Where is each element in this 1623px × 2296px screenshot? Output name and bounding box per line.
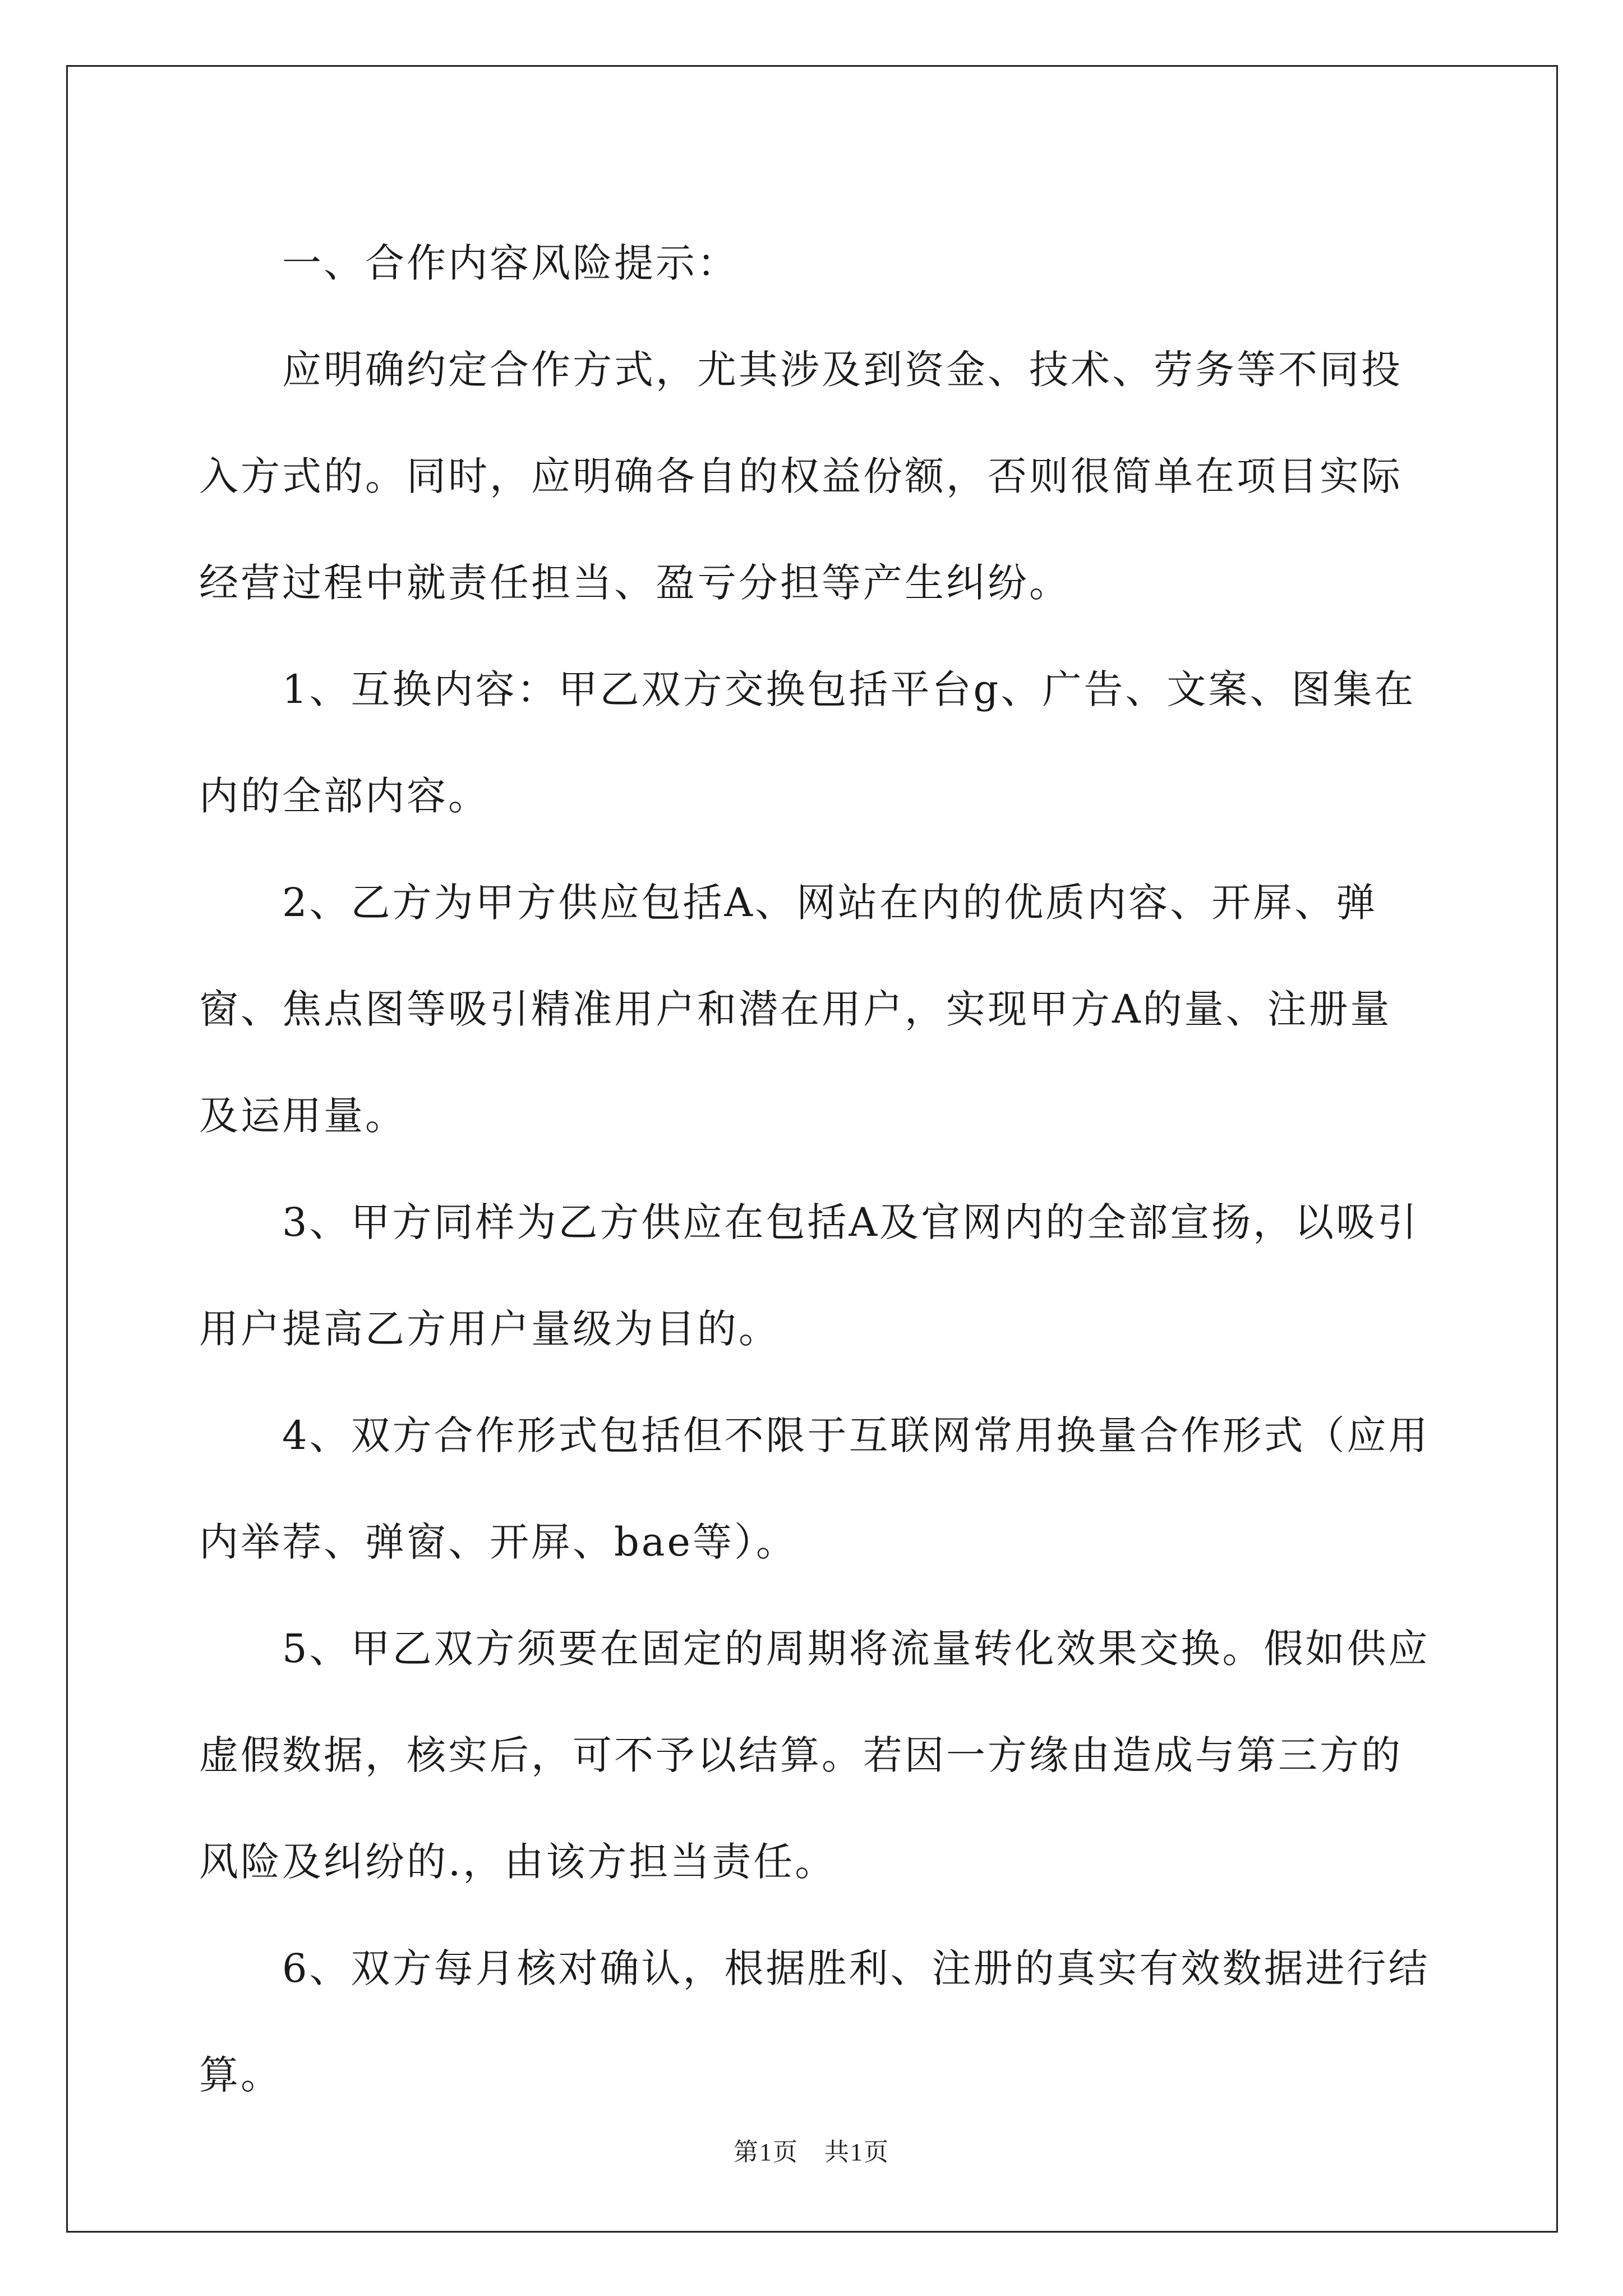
section-heading: 一、合作内容风险提示： [282,240,739,286]
paragraph-item-5: 5、甲乙双方须要在固定的周期将流量转化效果交换。假如供应虚假数据，核实后，可不予以结算。若因一方缘由造成与第三方的风险及纠纷的.，由该方担当责任。 [199,1626,1430,1885]
paragraph-item-6: 6、双方每月核对确认，根据胜利、注册的真实有效数据进行结算。 [199,1945,1430,2098]
paragraph-item-1: 1、互换内容：甲乙双方交换包括平台g、广告、文案、图集在内的全部内容。 [199,666,1416,819]
page-footer: 第1页 共1页 [734,2138,889,2166]
paragraph-item-3: 3、甲方同样为乙方供应在包括A及官网内的全部宣扬，以吸引用户提高乙方用户量级为目的。 [199,1199,1419,1352]
paragraph-intro: 应明确约定合作方式，尤其涉及到资金、技术、劳务等不同投入方式的。同时，应明确各自的权益份额，否则很简单在项目实际经营过程中就责任担当、盈亏分担等产生纠纷。 [199,347,1403,606]
document-body [199,210,1433,2128]
paragraph-item-4: 4、双方合作形式包括但不限于互联网常用换量合作形式（应用内举荐、弹窗、开屏、bae等）。 [199,1412,1430,1565]
paragraph-item-2: 2、乙方为甲方供应包括A、网站在内的优质内容、开屏、弹窗、焦点图等吸引精准用户和潜在用户，实现甲方A的量、注册量及运用量。 [199,880,1392,1139]
